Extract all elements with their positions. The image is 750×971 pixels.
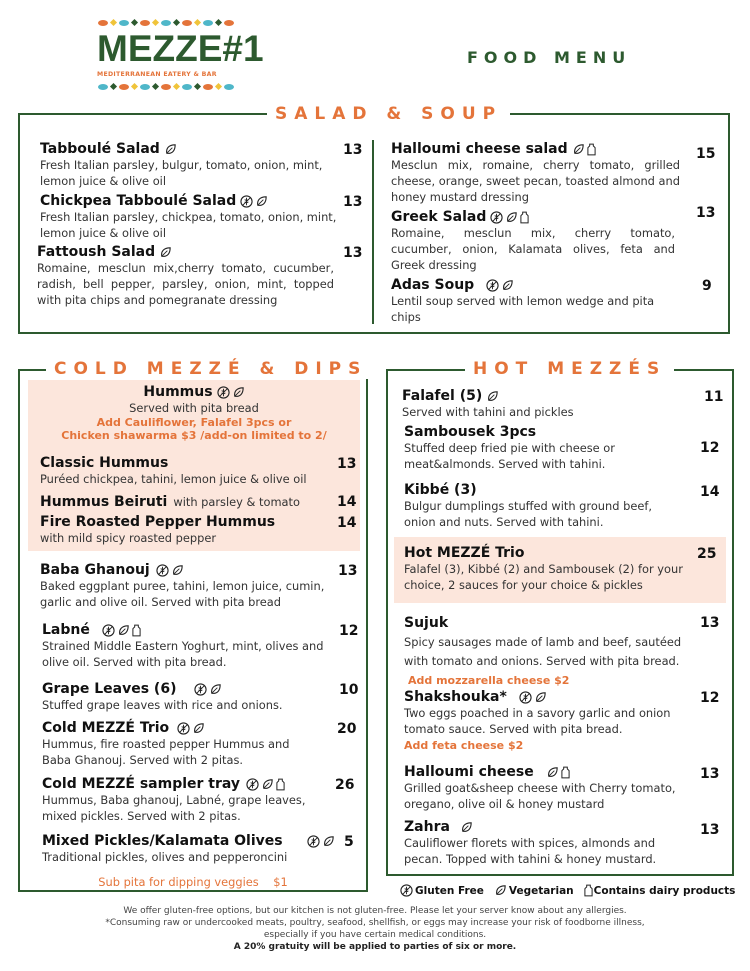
- item-desc: Fresh Italian parsley, chickpea, tomato, onion, mint, lemon juice & olive oil: [40, 210, 337, 240]
- vegetarian-icon: [534, 691, 547, 704]
- gluten-free-icon: [102, 624, 115, 637]
- vegetarian-icon: [171, 564, 184, 577]
- dairy-icon: [132, 624, 141, 637]
- item-desc: Romaine, mesclun mix,cherry tomato, cucumber, radish, bell pepper, parsley, onion, mint, topped with pita chips and pomegranate dressing: [37, 261, 334, 307]
- item-desc: Romaine, mesclun mix, cherry tomato, cucumber, onion, Kalamata olives, feta and Greek dressing: [391, 226, 675, 272]
- gluten-free-icon: [519, 691, 532, 704]
- item-desc: Hummus, fire roasted pepper Hummus and Baba Ghanouj. Served with 2 pitas.: [42, 737, 290, 767]
- item-name: Halloumi cheese: [404, 764, 534, 780]
- dairy-icon: [587, 143, 596, 156]
- item-desc: Falafel (3), Kibbé (2) and Sambousek (2) for your choice, 2 sauces for your choice & pickles: [404, 562, 683, 592]
- item-price: 13: [337, 456, 357, 472]
- menu-item: [404, 482, 684, 530]
- menu-item: [40, 494, 340, 510]
- vegetarian-icon: [322, 835, 335, 848]
- dairy-icon: [276, 778, 285, 791]
- item-name: Mixed Pickles/Kalamata Olives: [42, 833, 283, 849]
- addon-note: Chicken shawarma $3 /add-on limited to 2/: [61, 429, 327, 442]
- gluten-free-icon: [246, 778, 259, 791]
- item-desc: Baked eggplant puree, tahini, lemon juice, cumin, garlic and olive oil. Served with pita bread: [40, 579, 325, 609]
- item-name: Chickpea Tabboulé Salad: [40, 193, 237, 209]
- item-desc: Stuffed grape leaves with rice and onions.: [42, 698, 283, 712]
- item-desc: Traditional pickles, olives and pepperoncini: [42, 850, 288, 864]
- item-name: Hummus Beiruti: [40, 494, 168, 510]
- item-price: 20: [337, 721, 357, 737]
- menu-item: [391, 141, 680, 205]
- item-price: 14: [337, 515, 357, 531]
- gluten-free-icon: [156, 564, 169, 577]
- vegetarian-icon: [572, 143, 585, 156]
- vegetarian-icon: [501, 279, 514, 292]
- item-price: 11: [704, 389, 724, 405]
- gluten-free-icon: [177, 722, 190, 735]
- item-name: Sambousek 3pcs: [404, 424, 537, 440]
- item-name: Shakshouka*: [404, 689, 507, 705]
- item-price: 14: [700, 484, 720, 500]
- gluten-free-icon: [400, 884, 413, 897]
- item-desc: Two eggs poached in a savory garlic and onion tomato sauce. Served with pita bread.: [404, 706, 671, 736]
- addon-note: Add feta cheese $2: [404, 739, 524, 752]
- vegetarian-icon: [505, 211, 518, 224]
- hot-mezze-title: HOT MEZZÉS: [465, 359, 674, 379]
- vegetarian-icon: [117, 624, 130, 637]
- item-name: Tabboulé Salad: [40, 141, 160, 157]
- item-desc: Grilled goat&sheep cheese with Cherry tomato, oregano, olive oil & honey mustard: [404, 781, 676, 811]
- vegetarian-icon: [164, 143, 177, 156]
- disclaimer-line: especially if you have certain medical conditions.: [263, 930, 487, 940]
- item-price: 13: [700, 766, 720, 782]
- menu-item: [42, 833, 342, 865]
- item-name: Baba Ghanouj: [40, 562, 150, 578]
- gluten-free-icon: [194, 683, 207, 696]
- item-name: Kibbé (3): [404, 482, 477, 498]
- item-name: Labné: [42, 622, 90, 638]
- item-name: Grape Leaves (6): [42, 681, 177, 697]
- dietary-legend: [400, 884, 735, 897]
- item-name: Sujuk: [404, 615, 449, 631]
- menu-item: [391, 277, 681, 325]
- item-desc: Puréed chickpea, tahini, lemon juice & olive oil: [40, 472, 307, 486]
- gluten-free-icon: [486, 279, 499, 292]
- item-desc: Fresh Italian parsley, bulgur, tomato, onion, mint, lemon juice & olive oil: [40, 158, 323, 188]
- menu-item: [42, 776, 312, 824]
- menu-item: [40, 141, 340, 189]
- item-price: 12: [339, 623, 359, 639]
- item-price: 14: [337, 494, 357, 510]
- item-price: 13: [338, 563, 358, 579]
- item-desc: Hummus, Baba ghanouj, Labné, grape leaves, mixed pickles. Served with 2 pitas.: [42, 793, 306, 823]
- vegetarian-icon: [486, 390, 499, 403]
- menu-item: [40, 562, 340, 610]
- vegetarian-icon: [255, 195, 268, 208]
- menu-item: [42, 681, 332, 713]
- item-desc: Spicy sausages made of lamb and beef, sautéed with tomato and onions. Served with pita bread.: [404, 635, 682, 668]
- logo-bottom-pattern: [97, 82, 237, 92]
- legend-gluten-free: Gluten Free: [415, 884, 484, 897]
- menu-item: [37, 244, 334, 308]
- item-name: Hot MEZZÉ Trio: [404, 545, 525, 561]
- item-price: 26: [335, 777, 355, 793]
- item-price: 12: [700, 690, 720, 706]
- item-name: Zahra: [404, 819, 450, 835]
- vegetarian-icon: [232, 386, 245, 399]
- gluten-free-icon: [490, 211, 503, 224]
- menu-item: [402, 388, 692, 420]
- item-desc: Lentil soup served with lemon wedge and pita chips: [391, 294, 655, 324]
- gluten-free-icon: [240, 195, 253, 208]
- item-desc: Stuffed deep fried pie with cheese or meat&almonds. Served with tahini.: [404, 441, 615, 471]
- item-price: 13: [343, 245, 363, 261]
- item-name: Cold MEZZÉ Trio: [42, 720, 170, 736]
- item-price: 5: [344, 834, 354, 850]
- vegetarian-icon: [209, 683, 222, 696]
- dairy-icon: [561, 766, 570, 779]
- menu-item: [40, 455, 340, 487]
- addon-note: Add Cauliflower, Falafel 3pcs or: [96, 416, 292, 429]
- addon-note: Add mozzarella cheese $2: [408, 674, 570, 687]
- item-price: 10: [339, 682, 359, 698]
- item-desc: Cauliflower florets with spices, almonds and pecan. Topped with tahini & honey mustard.: [404, 836, 657, 866]
- dairy-icon: [520, 211, 529, 224]
- gluten-free-icon: [307, 835, 320, 848]
- menu-item: [404, 424, 674, 472]
- item-name: Fire Roasted Pepper Hummus: [40, 514, 276, 530]
- dairy-icon: [584, 884, 593, 897]
- menu-item: [40, 514, 340, 546]
- item-price: 25: [697, 546, 717, 562]
- item-price: 9: [702, 278, 712, 294]
- item-name: Falafel (5): [402, 388, 483, 404]
- item-price: 13: [700, 615, 720, 631]
- item-price: 13: [700, 822, 720, 838]
- menu-item: [42, 720, 322, 768]
- menu-item: [404, 545, 694, 593]
- item-price: 13: [343, 142, 363, 158]
- disclaimer-line: *Consuming raw or undercooked meats, poultry, seafood, shellfish, or eggs may increase your risk of foodborne illness,: [105, 918, 645, 928]
- item-name: Adas Soup: [391, 277, 475, 293]
- disclaimer-line: We offer gluten-free options, but our kitchen is not gluten-free. Please let your server know about any allergies.: [123, 906, 627, 916]
- item-price: 12: [700, 440, 720, 456]
- menu-item: [404, 819, 694, 867]
- salad-divider: [372, 140, 374, 324]
- legend-vegetarian: Vegetarian: [508, 884, 574, 897]
- item-desc: Strained Middle Eastern Yoghurt, mint, olives and olive oil. Served with pita bread.: [42, 639, 324, 669]
- vegetarian-icon: [460, 821, 473, 834]
- menu-item: [40, 193, 340, 241]
- gluten-free-icon: [217, 386, 230, 399]
- menu-item: [42, 622, 332, 670]
- menu-item: [404, 764, 694, 812]
- vegetarian-icon: [192, 722, 205, 735]
- hummus-header: [28, 384, 360, 442]
- item-name: Classic Hummus: [40, 455, 169, 471]
- brand-tagline: MEDITERRANEAN EATERY & BAR: [97, 71, 217, 78]
- item-price: 15: [696, 146, 716, 162]
- brand-name: MEZZE#1: [97, 28, 264, 69]
- item-price: 13: [696, 205, 716, 221]
- menu-item: [404, 689, 699, 754]
- disclaimer: [0, 905, 750, 953]
- item-desc: Mesclun mix, romaine, cherry tomato, grilled cheese, orange, sweet pecan, toasted almond and honey mustard dressing: [391, 158, 680, 204]
- item-name: Cold MEZZÉ sampler tray: [42, 776, 241, 792]
- vegetarian-icon: [261, 778, 274, 791]
- sub-pita-note: Sub pita for dipping veggies $1: [98, 875, 288, 889]
- vegetarian-icon: [494, 884, 507, 897]
- item-subtitle: with parsley & tomato: [173, 495, 300, 509]
- item-name: Fattoush Salad: [37, 244, 156, 260]
- menu-item: [404, 615, 694, 688]
- salad-soup-title: SALAD & SOUP: [267, 104, 510, 124]
- item-desc: Bulgur dumplings stuffed with ground beef, onion and nuts. Served with tahini.: [404, 499, 652, 529]
- item-desc: Served with tahini and pickles: [402, 405, 574, 419]
- cold-mezze-title: COLD MEZZÉ & DIPS: [46, 359, 375, 379]
- item-desc: Served with pita bread: [129, 401, 259, 415]
- vegetarian-icon: [546, 766, 559, 779]
- item-name: Halloumi cheese salad: [391, 141, 568, 157]
- vegetarian-icon: [159, 246, 172, 259]
- menu-item: [391, 209, 675, 273]
- brand-logo: [97, 18, 264, 94]
- item-name: Greek Salad: [391, 209, 487, 225]
- item-name: Hummus: [143, 384, 213, 400]
- page-title: FOOD MENU: [467, 48, 632, 67]
- item-price: 13: [343, 194, 363, 210]
- legend-dairy: Contains dairy products: [593, 884, 736, 897]
- gratuity-note: A 20% gratuity will be applied to parties of six or more.: [233, 942, 517, 952]
- item-desc: with mild spicy roasted pepper: [40, 531, 217, 545]
- logo-top-pattern: [97, 18, 237, 28]
